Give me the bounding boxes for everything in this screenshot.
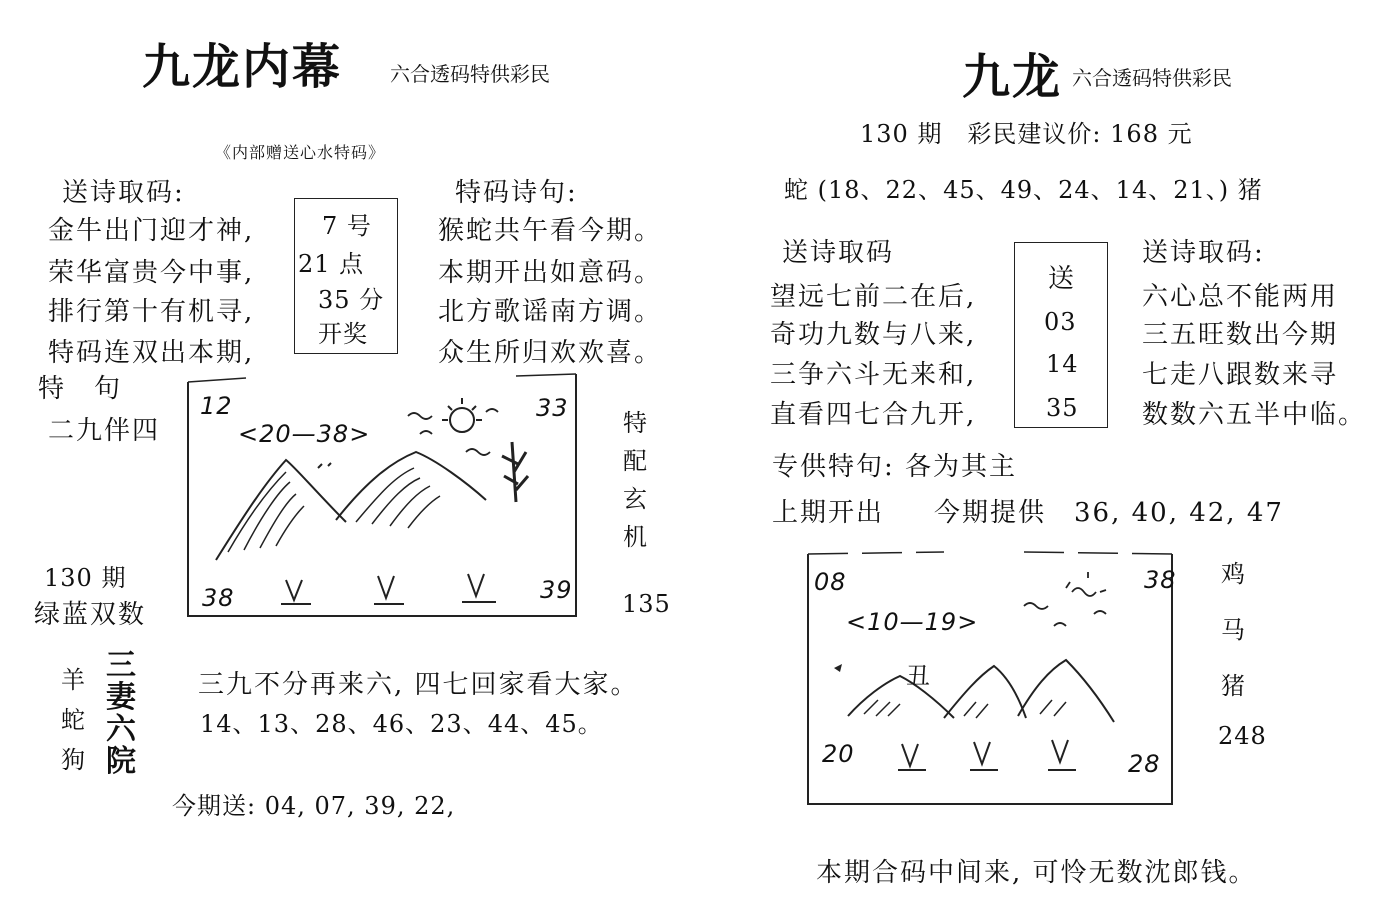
left-special-sentence-label: 特 句 bbox=[38, 374, 123, 404]
left-pic-corner-bl: 38 bbox=[202, 584, 235, 612]
left-verse: 三九不分再来六, 四七回家看大家。 bbox=[198, 670, 639, 700]
right-subtitle: 六合透码特供彩民 bbox=[1072, 66, 1232, 90]
right-poem-right-3: 七走八跟数来寻 bbox=[1142, 360, 1339, 390]
left-poem-line-4: 特码连双出本期, bbox=[48, 338, 255, 368]
right-side-char-2: 马 bbox=[1221, 616, 1245, 644]
right-box-4: 35 bbox=[1046, 394, 1079, 422]
right-poem-left-4: 直看四七合九开, bbox=[770, 400, 977, 430]
right-provide: 今期提供 36, 40, 42, 47 bbox=[934, 498, 1284, 528]
left-color-hint: 绿蓝双数 bbox=[34, 600, 147, 630]
left-special-line-2: 本期开出如意码。 bbox=[438, 258, 663, 288]
right-poem-right-4: 数数六五半中临。 bbox=[1142, 400, 1367, 430]
left-animal-3: 狗 bbox=[61, 746, 85, 774]
right-side-char-3: 猪 bbox=[1221, 672, 1245, 700]
left-special-line-4: 众生所归欢欢喜。 bbox=[438, 338, 663, 368]
left-side-char-4: 机 bbox=[623, 523, 647, 551]
right-box-1: 送 bbox=[1048, 264, 1077, 294]
left-box-line-1: 7 号 bbox=[322, 212, 372, 240]
left-side-char-2: 配 bbox=[623, 447, 647, 475]
left-today: 今期送: 04, 07, 39, 22, bbox=[172, 792, 456, 820]
left-special-header: 特码诗句: bbox=[455, 178, 578, 208]
right-pic-corner-tl: 08 bbox=[814, 568, 847, 596]
left-pic-corner-tr: 33 bbox=[536, 394, 569, 422]
left-poem-line-2: 荣华富贵今中事, bbox=[48, 258, 255, 288]
right-footer: 本期合码中间来, 可怜无数沈郎钱。 bbox=[816, 858, 1257, 888]
right-pic-range: <10—19> bbox=[846, 608, 979, 636]
left-animal-2: 蛇 bbox=[61, 706, 85, 734]
left-big-title-2: 妻 bbox=[106, 680, 136, 715]
right-last-label: 上期开出 bbox=[772, 498, 885, 528]
left-animals bbox=[58, 660, 88, 780]
left-special-line-1: 猴蛇共午看今期。 bbox=[438, 216, 663, 246]
right-side-chars bbox=[1218, 546, 1248, 714]
right-special: 专供特句: 各为其主 bbox=[772, 452, 1018, 482]
right-pic-corner-br: 28 bbox=[1128, 750, 1161, 778]
right-pic-corner-bl: 20 bbox=[822, 740, 855, 768]
left-subtitle: 六合透码特供彩民 bbox=[390, 62, 550, 86]
right-poem-right-1: 六心总不能两用 bbox=[1142, 282, 1339, 312]
left-pic-corner-tl: 12 bbox=[200, 392, 233, 420]
left-sketch bbox=[186, 372, 582, 624]
left-pic-range: <20—38> bbox=[238, 420, 371, 448]
left-numbers: 14、13、28、46、23、44、45。 bbox=[200, 710, 603, 738]
right-pic-center: 丑 bbox=[906, 662, 931, 690]
right-poem-right-2: 三五旺数出今期 bbox=[1142, 320, 1339, 350]
left-poem-header: 送诗取码: bbox=[62, 178, 185, 208]
left-side-char-3: 玄 bbox=[623, 485, 647, 513]
right-poem-left-2: 奇功九数与八来, bbox=[770, 320, 977, 350]
left-big-title-4: 院 bbox=[106, 744, 136, 779]
left-poem-line-1: 金牛出门迎才神, bbox=[48, 216, 255, 246]
right-box-2: 03 bbox=[1044, 308, 1077, 336]
right-poem-header-right: 送诗取码: bbox=[1142, 238, 1265, 268]
left-title: 九龙内幕 bbox=[142, 39, 343, 95]
right-pic-corner-tr: 38 bbox=[1144, 566, 1177, 594]
left-side-char-1: 特 bbox=[623, 409, 647, 437]
left-big-title bbox=[102, 650, 140, 778]
right-poem-left-3: 三争六斗无来和, bbox=[770, 360, 977, 390]
left-special-sentence: 二九伴四 bbox=[48, 416, 161, 446]
left-animal-1: 羊 bbox=[61, 666, 85, 694]
right-poem-header-left: 送诗取码 bbox=[782, 238, 895, 268]
left-special-line-3: 北方歌谣南方调。 bbox=[438, 297, 663, 327]
left-box-line-4: 开奖 bbox=[318, 320, 368, 348]
left-poem-line-3: 排行第十有机寻, bbox=[48, 297, 255, 327]
right-title: 九龙 bbox=[962, 49, 1063, 105]
right-side-number: 248 bbox=[1218, 722, 1267, 750]
right-poem-left-1: 望远七前二在后, bbox=[770, 282, 977, 312]
left-side-chars bbox=[620, 404, 650, 556]
right-box-3: 14 bbox=[1046, 350, 1079, 378]
left-box-line-3: 35 分 bbox=[318, 286, 385, 314]
left-big-title-1: 三 bbox=[106, 648, 136, 683]
right-price-line: 130 期 彩民建议价: 168 元 bbox=[860, 120, 1193, 148]
right-snake-line: 蛇 (18、22、45、49、24、14、21、) 猪 bbox=[784, 176, 1263, 204]
left-pic-corner-br: 39 bbox=[540, 576, 573, 604]
left-box-line-2: 21 点 bbox=[298, 250, 365, 278]
left-big-title-3: 六 bbox=[106, 712, 136, 747]
left-inner-note: 《内部赠送心水特码》 bbox=[215, 143, 386, 162]
left-period: 130 期 bbox=[44, 564, 127, 592]
right-side-char-1: 鸡 bbox=[1221, 560, 1245, 588]
right-sketch bbox=[804, 548, 1178, 814]
left-side-number: 135 bbox=[622, 590, 671, 618]
